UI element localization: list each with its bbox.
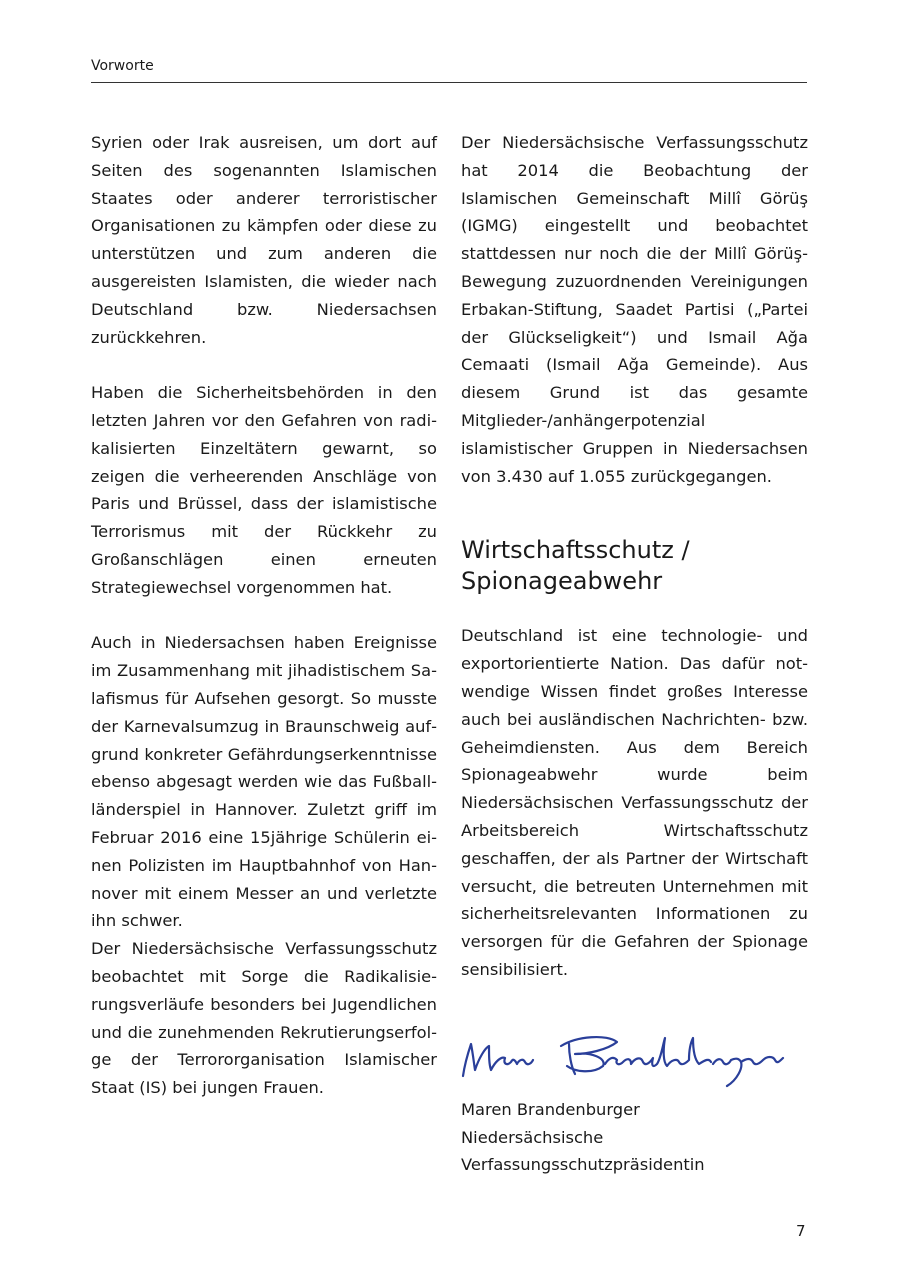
paragraph-igmg: Der Niedersächsische Verfassungsschutz hat 2014 die Beobachtung der Islamischen Gemeinschaft Millî Görüş (IGMG) eingestellt und beobachtet stattdessen nur noch die der Millî Görüş-Bewegung zuzuordnenden Vereinigungen Erbakan-Stiftung, Saadet Partisi („Partei der Glückseligkeit“) und Ismail Ağa Cemaati (Ismail Ağa Gemeinde). Aus diesem Grund ist das gesamte Mitglieder-/anhängerpotenzial islamistischer Gruppen in Niedersachsen von 3.430 auf 1.055 zurückgegangen.: [461, 133, 808, 486]
page-number: 7: [796, 1222, 806, 1240]
paragraph-travel-islamists: Syrien oder Irak ausreisen, um dort auf Seiten des sogenannten Islamischen Staates oder anderer terroristischer Organisationen zu kämpfen oder diese zu unterstützen und zum anderen die ausgereisten Islamisten, die wieder nach Deutschland bzw. Niedersachsen zurückkehren.: [91, 133, 437, 347]
section-heading: [461, 535, 808, 597]
signatory-title-line-2: Verfassungsschutzpräsidentin: [461, 1155, 705, 1175]
signatory-title-line-1: Niedersächsische: [461, 1127, 604, 1147]
right-column: [461, 129, 808, 1179]
heading-line-2: Spionageabwehr: [461, 567, 663, 596]
left-column: [91, 129, 437, 1102]
paragraph-terrorism-strategy: Haben die Sicherheitsbehörden in den letzten Jahren vor den Gefahren von radikalisierten Einzeltätern gewarnt, so zeigen die verheerenden Anschläge von Paris und Brüssel, dass der islamistische Terrorismus mit der Rückkehr zu Großanschlägen einen erneuten Strategiewechsel vorgenommen hat.: [91, 383, 437, 597]
paragraph-economic-protection: Deutschland ist eine technologie- und exportorientierte Nation. Das dafür notwendige Wissen findet großes Interesse auch bei ausländischen Nachrichten- bzw. Geheimdiensten. Aus dem Bereich Spionageabwehr wurde beim Niedersächsischen Verfassungsschutz der Arbeitsbereich Wirtschaftsschutz geschaffen, der als Partner der Wirtschaft versucht, die betreuten Unternehmen mit sicherheitsrelevanten Informationen zu versorgen für die Gefahren der Spionage sensibilisiert.: [461, 626, 808, 979]
handwritten-signature: [457, 1024, 807, 1096]
header-title: Vorworte: [91, 58, 154, 74]
heading-line-1: Wirtschaftsschutz /: [461, 536, 690, 565]
signature-text: [461, 1096, 808, 1179]
paragraph-radicalisation: Der Niedersächsische Verfassungsschutz beobachtet mit Sorge die Radikalisierungsverläufe besonders bei Jugendlichen und die zunehmenden Rekrutierungserfolge der Terrororganisation Islamischer Staat (IS) bei jungen Frauen.: [91, 939, 437, 1098]
signatory-name: Maren Brandenburger: [461, 1099, 640, 1119]
running-header: [91, 58, 807, 83]
paragraph-lower-saxony-events: Auch in Niedersachsen haben Ereignisse im Zusammenhang mit jihadistischem Salafismus für Aufsehen gesorgt. So musste der Karnevalsumzug in Braunschweig aufgrund konkreter Gefährdungserkenntnisse ebenso abgesagt werden wie das Fußballländerspiel in Hannover. Zuletzt griff im Februar 2016 eine 15jährige Schülerin einen Polizisten im Hauptbahnhof von Hannover mit einem Messer an und verletzte ihn schwer.: [91, 633, 437, 931]
signature-block: [461, 1024, 808, 1179]
